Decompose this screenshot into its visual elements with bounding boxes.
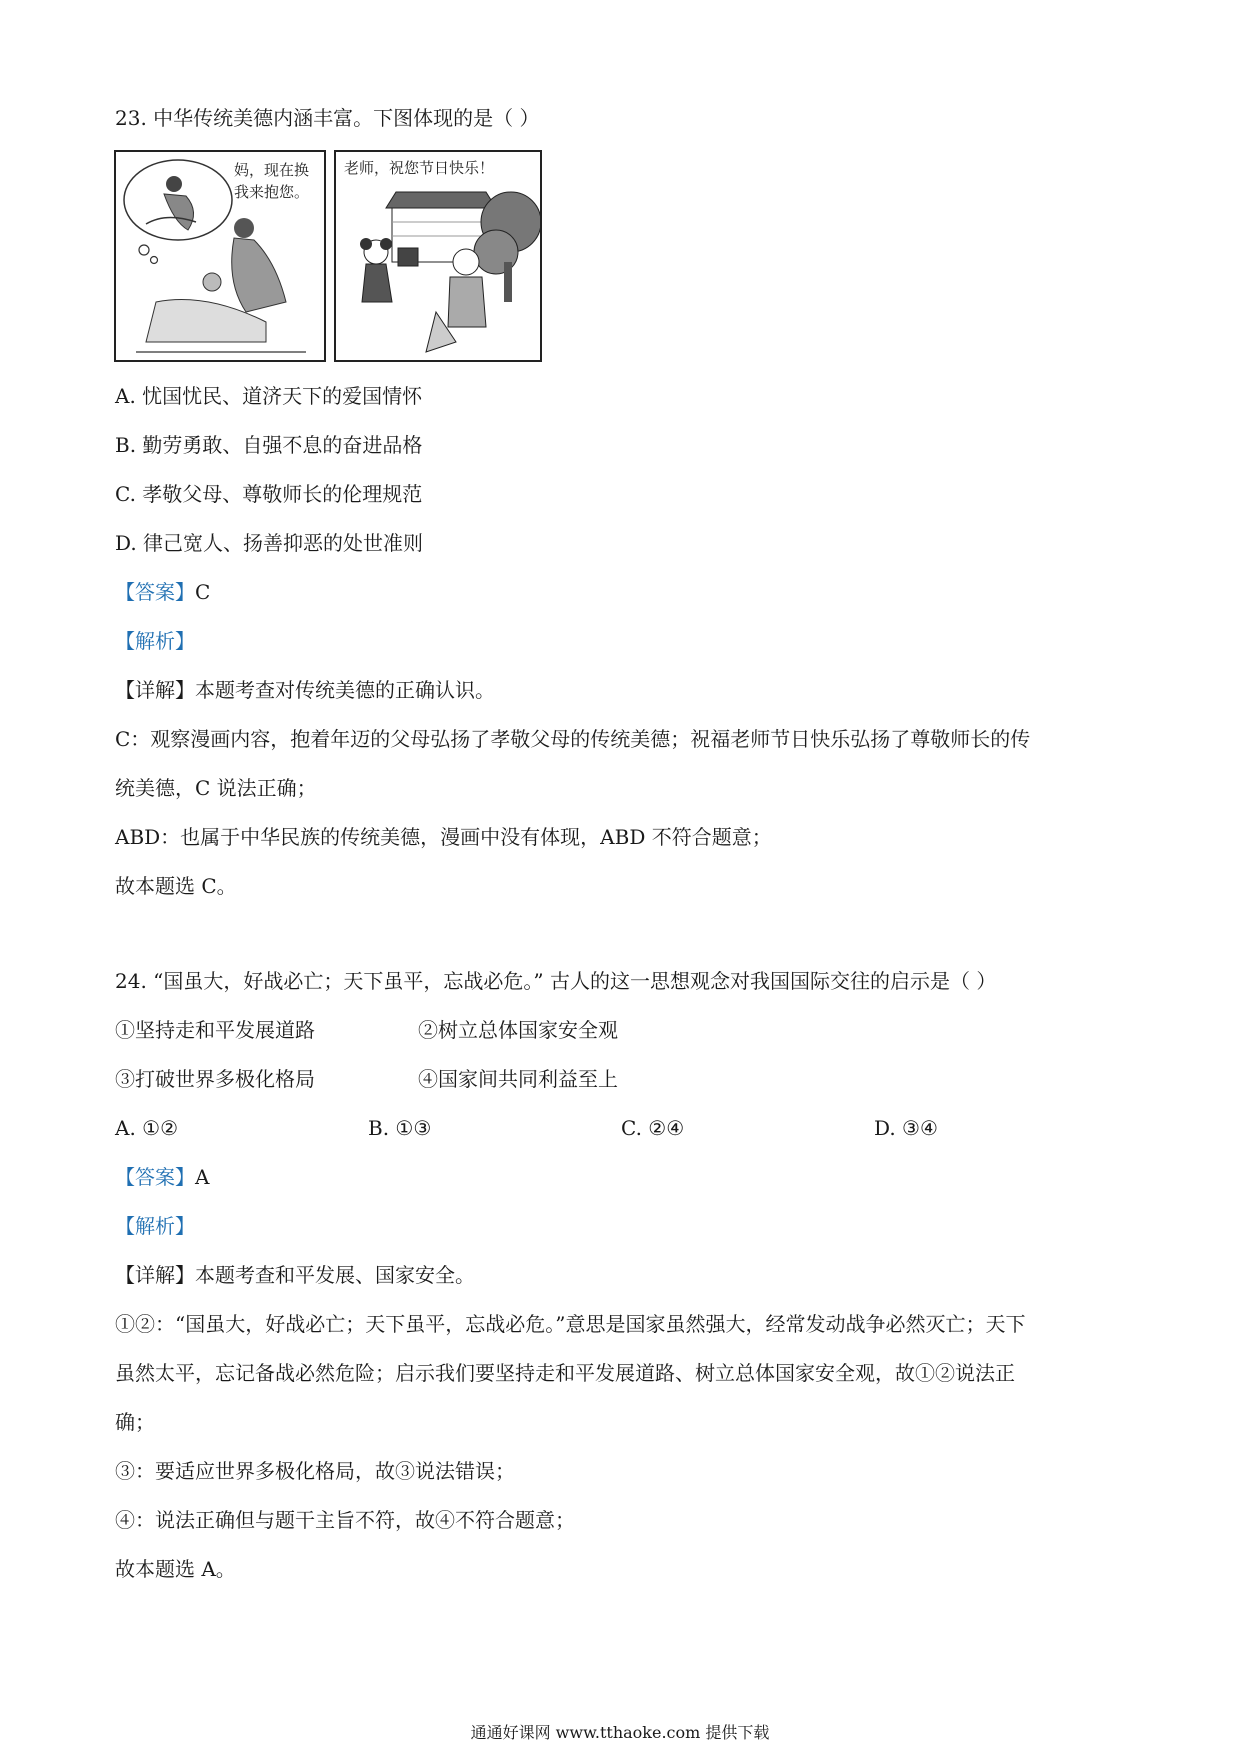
left-caption-line1: 妈，现在换: [234, 161, 310, 179]
q24-explanation-line: ④：说法正确但与题干主旨不符，故④不符合题意；: [115, 1508, 575, 1532]
answer-tag: 【答案】: [115, 1165, 195, 1189]
q24-explanation-line: ③：要适应世界多极化格局，故③说法错误；: [115, 1459, 515, 1483]
q24-item-1: ①坚持走和平发展道路: [115, 1018, 315, 1042]
q23-detail: 【详解】本题考查对传统美德的正确认识。: [115, 678, 495, 702]
right-caption: 老师，祝您节日快乐！: [344, 159, 495, 177]
q23-analysis-tag: 【解析】: [115, 629, 195, 653]
q24-item-4: ④国家间共同利益至上: [418, 1067, 618, 1091]
q24-explanation-line: ①②：“国虽大，好战必亡；天下虽平，忘战必危。”意思是国家虽然强大，经常发动战争必然灭亡；天下: [115, 1312, 1026, 1336]
q23-explanation-line: C：观察漫画内容，抱着年迈的父母弘扬了孝敬父母的传统美德；祝福老师节日快乐弘扬了尊敬师长的传: [115, 727, 1031, 751]
option-d: D. 律己宽人、扬善抑恶的处世准则: [115, 531, 424, 555]
answer-value: C: [195, 580, 211, 604]
answer-tag: 【答案】: [115, 580, 195, 604]
q24-explanation-line: 虽然太平，忘记备战必然危险；启示我们要坚持走和平发展道路、树立总体国家安全观，故①②说法正: [115, 1361, 1015, 1385]
q24-item-3: ③打破世界多极化格局: [115, 1067, 315, 1091]
option-b: B. 勤劳勇敢、自强不息的奋进品格: [115, 433, 423, 457]
q24-answer: [115, 1163, 209, 1191]
option-a: A. 忧国忧民、道济天下的爱国情怀: [115, 384, 423, 408]
q24-explanation-line: 故本题选 A。: [115, 1557, 236, 1581]
q24-choice-c: C. ②④: [621, 1116, 685, 1140]
comic-panel-filial: [114, 150, 326, 362]
q24-detail: 【详解】本题考查和平发展、国家安全。: [115, 1263, 475, 1287]
q24-analysis-tag: 【解析】: [115, 1214, 195, 1238]
q24-item-2: ②树立总体国家安全观: [418, 1018, 618, 1042]
q24-stem: 24. “国虽大，好战必亡；天下虽平，忘战必危。” 古人的这一思想观念对我国国际交往的启示是（ ）: [115, 969, 997, 993]
q24-choice-d: D. ③④: [874, 1116, 938, 1140]
q23-stem: 23. 中华传统美德内涵丰富。下图体现的是（ ）: [115, 106, 540, 130]
q24-explanation-line: 确；: [115, 1410, 155, 1434]
footer-watermark[interactable]: 通通好课网 www.tthaoke.com 提供下载: [470, 1723, 770, 1742]
teacher-illustration: [336, 152, 540, 360]
q23-explanation-line: ABD：也属于中华民族的传统美德，漫画中没有体现，ABD 不符合题意；: [115, 825, 772, 849]
q24-choice-a: A. ①②: [115, 1116, 179, 1140]
left-caption-line2: 我来抱您。: [234, 183, 310, 201]
answer-value: A: [195, 1165, 210, 1189]
comic-panel-teacher: [334, 150, 542, 362]
q23-explanation-line: 故本题选 C。: [115, 874, 237, 898]
option-c: C. 孝敬父母、尊敬师长的伦理规范: [115, 482, 423, 506]
q23-explanation-line: 统美德，C 说法正确；: [115, 776, 317, 800]
q24-choice-b: B. ①③: [368, 1116, 432, 1140]
q23-answer: [115, 578, 210, 606]
